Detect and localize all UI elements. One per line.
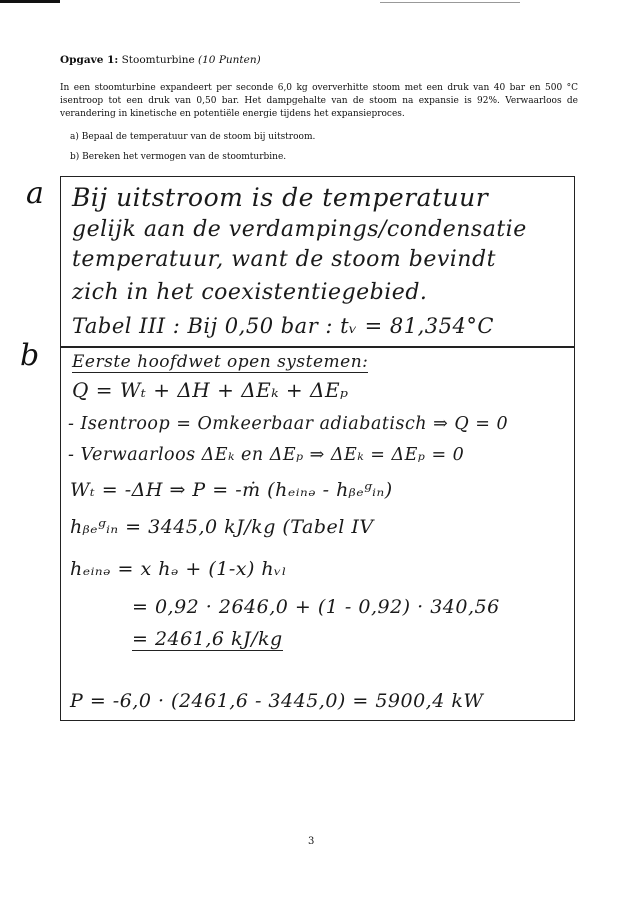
answer-b-line-5: Wₜ = -ΔH ⇒ P = -ṁ (hₑᵢₙₔ - hᵦₑᵍᵢₙ)	[70, 479, 393, 501]
answer-a-line-3: temperatuur, want de stoom bevindt	[72, 247, 496, 272]
task-name: Stoomturbine	[121, 54, 195, 66]
scan-edge-mark	[0, 0, 60, 3]
answer-divider	[60, 346, 575, 348]
answer-a-line-1: Bij uitstroom is de temperatuur	[72, 183, 489, 212]
task-number: Opgave 1:	[60, 54, 119, 66]
page-number: 3	[308, 836, 315, 847]
task-paragraph: In een stoomturbine expandeert per seconde 6,0 kg oververhitte stoom met een druk van 40 bar en 500 °C isentroop tot een druk van 0,50 bar. Het dampgehalte van de stoom na expansie is 92%. Verwaarloos de verandering in kinetische en potentiële energie tijdens het expansieproces.	[60, 83, 578, 119]
answer-b-line-2: Q = Wₜ + ΔH + ΔEₖ + ΔEₚ	[72, 378, 349, 402]
answer-b-line-9: = 2461,6 kJ/kg	[132, 628, 283, 650]
answer-b-label: b	[20, 338, 40, 373]
answer-b-line-1: Eerste hoofdwet open systemen:	[72, 352, 369, 372]
answer-b-line-6: hᵦₑᵍᵢₙ = 3445,0 kJ/kg (Tabel IV	[70, 516, 374, 538]
answer-a-line-5: Tabel III : Bij 0,50 bar : tᵥ = 81,354°C	[72, 314, 494, 338]
answer-a-line-2: gelijk aan de verdampings/condensatie	[72, 217, 527, 242]
answer-a-label: a	[26, 176, 44, 211]
question-a: a) Bepaal de temperatuur van de stoom bij uitstroom.	[70, 132, 316, 142]
answer-a-line-4: zich in het coexistentiegebied.	[72, 280, 428, 305]
scan-header-line	[380, 2, 520, 3]
answer-b-line-4: - Verwaarloos ΔEₖ en ΔEₚ ⇒ ΔEₖ = ΔEₚ = 0	[68, 445, 465, 465]
answer-b-line-8: = 0,92 · 2646,0 + (1 - 0,92) · 340,56	[132, 596, 500, 618]
answer-b-line-3: - Isentroop = Omkeerbaar adiabatisch ⇒ Q = 0	[68, 414, 509, 434]
question-b: b) Bereken het vermogen van de stoomturbine.	[70, 152, 287, 162]
task-points: (10 Punten)	[198, 54, 261, 66]
answer-b-line-10: P = -6,0 · (2461,6 - 3445,0) = 5900,4 kW	[70, 690, 484, 712]
task-title	[60, 54, 261, 66]
answer-b-line-7: hₑᵢₙₔ = x hₔ + (1-x) hᵥₗ	[70, 558, 287, 580]
